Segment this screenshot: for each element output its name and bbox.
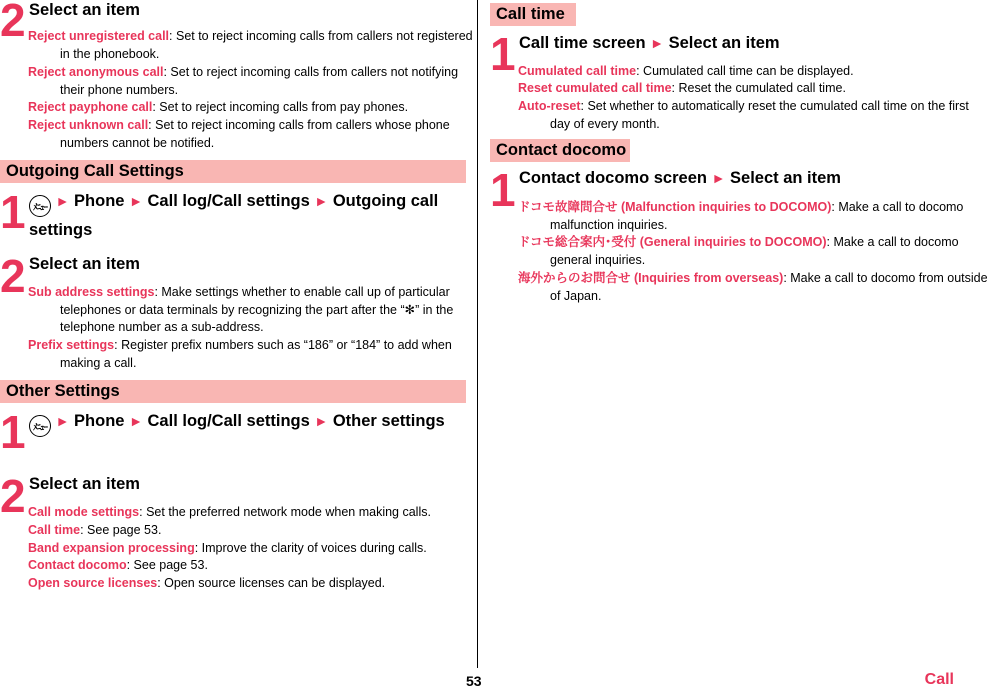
step-title: Contact docomo screen ► Select an item [519, 169, 841, 187]
list-item: Call time: See page 53. [28, 523, 162, 537]
list-item: Cumulated call time: Cumulated call time can be displayed. [518, 64, 854, 78]
list-item: 海外からのお問合せ (Inquiries from overseas): Make a call to docomo from outside of Japan. [518, 271, 988, 303]
list-item: Band expansion processing: Improve the clarity of voices during calls. [28, 541, 427, 555]
list-item: Open source licenses: Open source licenses can be displayed. [28, 576, 386, 590]
section-heading: Outgoing Call Settings [0, 160, 466, 183]
list-item: Reset cumulated call time: Reset the cumulated call time. [518, 81, 846, 95]
step-number: 2 [0, 250, 24, 302]
section-heading: Contact docomo [490, 139, 630, 162]
list-item: ドコモ総合案内･受付 (General inquiries to DOCOMO): Make a call to docomo general inquiries. [518, 235, 959, 267]
list-item: Contact docomo: See page 53. [28, 558, 208, 572]
step-title: Select an item [29, 1, 140, 19]
page-number: 53 [466, 673, 482, 689]
step-number: 1 [0, 406, 24, 458]
list-item: ドコモ故障問合せ (Malfunction inquiries to DOCOMO): Make a call to docomo malfunction inquiries. [518, 200, 964, 232]
step-number: 1 [0, 186, 24, 238]
step-title: Select an item [29, 255, 140, 273]
list-item: Sub address settings: Make settings whether to enable call up of particular telephones or data terminals by recognizing the part after the “✻” in the telephone number as a sub-address. [28, 285, 454, 334]
section-heading: Other Settings [0, 380, 466, 403]
list-item: Reject unregistered call: Set to reject incoming calls from callers not registered in the phonebook. [28, 29, 473, 61]
step-title: Call time screen ► Select an item [519, 34, 780, 52]
menu-key-icon: ﾒﾆｭｰ [29, 195, 51, 217]
section-heading: Call time [490, 3, 576, 26]
list-item: Call mode settings: Set the preferred network mode when making calls. [28, 505, 431, 519]
menu-key-icon: ﾒﾆｭｰ [29, 415, 51, 437]
list-item: Auto-reset: Set whether to automatically reset the cumulated call time on the first day of every month. [518, 99, 969, 131]
list-item: Reject payphone call: Set to reject incoming calls from pay phones. [28, 100, 409, 114]
list-item: Reject anonymous call: Set to reject incoming calls from callers not notifying their phone numbers. [28, 65, 459, 97]
step-number: 2 [0, 470, 24, 522]
column-divider [477, 0, 478, 668]
section-footer: Call [924, 671, 954, 688]
step-title: ﾒﾆｭｰ ► Phone ► Call log/Call settings ► Other settings [29, 408, 459, 437]
list-item: Prefix settings: Register prefix numbers such as “186” or “184” to add when making a call. [28, 338, 452, 370]
step-title: Select an item [29, 475, 140, 493]
step-number: 1 [490, 164, 514, 216]
list-item: Reject unknown call: Set to reject incoming calls from callers whose phone numbers cannot be notified. [28, 118, 450, 150]
step-title: ﾒﾆｭｰ ► Phone ► Call log/Call settings ► Outgoing call settings [29, 192, 439, 239]
step-number: 2 [0, 0, 24, 46]
step-number: 1 [490, 28, 514, 80]
